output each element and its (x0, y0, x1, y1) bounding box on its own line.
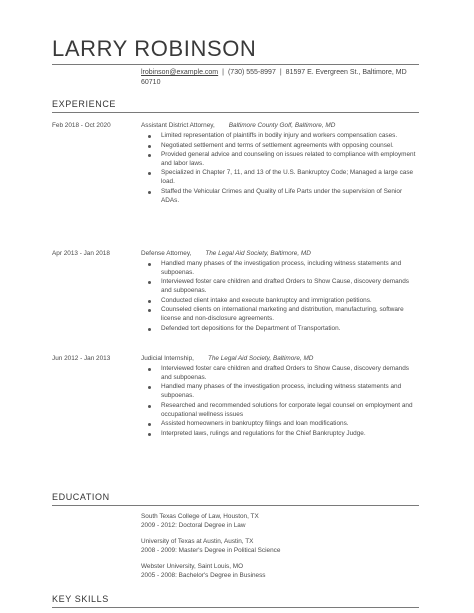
list-item: Interviewed foster care children and drafted Orders to Show Cause, discovery demands and subpoenas. (148, 278, 418, 296)
employer-name: The Legal Aid Society, Baltimore, MD (205, 250, 311, 257)
responsibility-list (148, 260, 418, 334)
school-name: University of Texas at Austin, Austin, TX (141, 538, 254, 545)
entry-dates: Jun 2012 - Jan 2013 (52, 355, 111, 362)
phone-number: (730) 555-8997 (227, 69, 276, 76)
responsibility-list (148, 365, 418, 439)
list-item: Defended tort depositions for the Department of Transportation. (148, 325, 418, 334)
zip-code: 60710 (141, 79, 161, 86)
employer-name: The Legal Aid Society, Baltimore, MD (207, 355, 314, 362)
list-item: Handled many phases of the investigation process, including witness statements and subpoenas. (148, 383, 418, 401)
list-item: Interviewed foster care children and drafted Orders to Show Cause, discovery demands and subpoenas. (148, 365, 418, 383)
list-item: Researched and recommended solutions for corporate legal counsel on employment and occupational wellness issues (148, 402, 418, 420)
list-item: Counseled clients on international marketing and distribution, manufacturing, software license and non-disclosure agreements. (148, 306, 418, 324)
responsibility-list (148, 132, 418, 206)
entry-job (141, 355, 313, 362)
education-heading: EDUCATION (52, 492, 110, 502)
header-divider (52, 64, 419, 65)
experience-divider (52, 112, 419, 113)
list-item: Provided general advice and counseling on issues related to compliance with employment and labor laws. (148, 151, 418, 169)
list-item: Specialized in Chapter 7, 11, and 13 of the U.S. Bankruptcy Code; Managed a large case load. (148, 169, 418, 187)
degree: 2005 - 2008: Bachelor's Degree in Business (141, 572, 266, 579)
list-item: Handled many phases of the investigation process, including witness statements and subpoenas. (148, 260, 418, 278)
job-title: Judicial Internship, (141, 355, 194, 362)
entry-job (141, 122, 335, 129)
degree: 2008 - 2009: Master's Degree in Political Science (141, 547, 281, 554)
contact-separator: | (222, 69, 224, 76)
list-item: Staffed the Vehicular Crimes and Quality of Life Parts under the supervision of Senior ADAs. (148, 188, 418, 206)
street-address: 81597 E. Evergreen St., Baltimore, MD (285, 69, 407, 76)
contact-info (141, 68, 426, 88)
job-title: Assistant District Attorney, (141, 122, 215, 129)
education-entry (141, 512, 259, 530)
job-title: Defense Attorney, (141, 250, 192, 257)
school-name: Webster University, Saint Louis, MO (141, 563, 244, 570)
experience-heading: EXPERIENCE (52, 99, 117, 109)
contact-separator: | (279, 69, 282, 76)
list-item: Interpreted laws, rulings and regulations for the Chief Bankruptcy Judge. (148, 430, 418, 439)
candidate-name: LARRY ROBINSON (52, 36, 257, 61)
skills-heading: KEY SKILLS (52, 594, 109, 604)
entry-job (141, 250, 311, 257)
skills-divider (52, 607, 419, 608)
education-entry (141, 537, 280, 555)
education-divider (52, 505, 419, 506)
employer-name: Baltimore County Golf, Baltimore, MD (228, 122, 336, 129)
entry-dates: Apr 2013 - Jan 2018 (52, 250, 110, 257)
entry-dates: Feb 2018 - Oct 2020 (52, 122, 111, 129)
email-link[interactable]: lrobinson@example.com (141, 69, 219, 76)
education-entry (141, 562, 266, 580)
list-item: Conducted client intake and execute bankruptcy and immigration petitions. (148, 297, 418, 306)
degree: 2009 - 2012: Doctoral Degree in Law (141, 522, 246, 529)
list-item: Limited representation of plaintiffs in bodily injury and workers compensation cases. (148, 132, 418, 141)
school-name: South Texas College of Law, Houston, TX (141, 513, 259, 520)
list-item: Negotiated settlement and terms of settlement agreements with opposing counsel. (148, 142, 418, 151)
list-item: Assisted homeowners in bankruptcy filings and loan modifications. (148, 420, 418, 429)
